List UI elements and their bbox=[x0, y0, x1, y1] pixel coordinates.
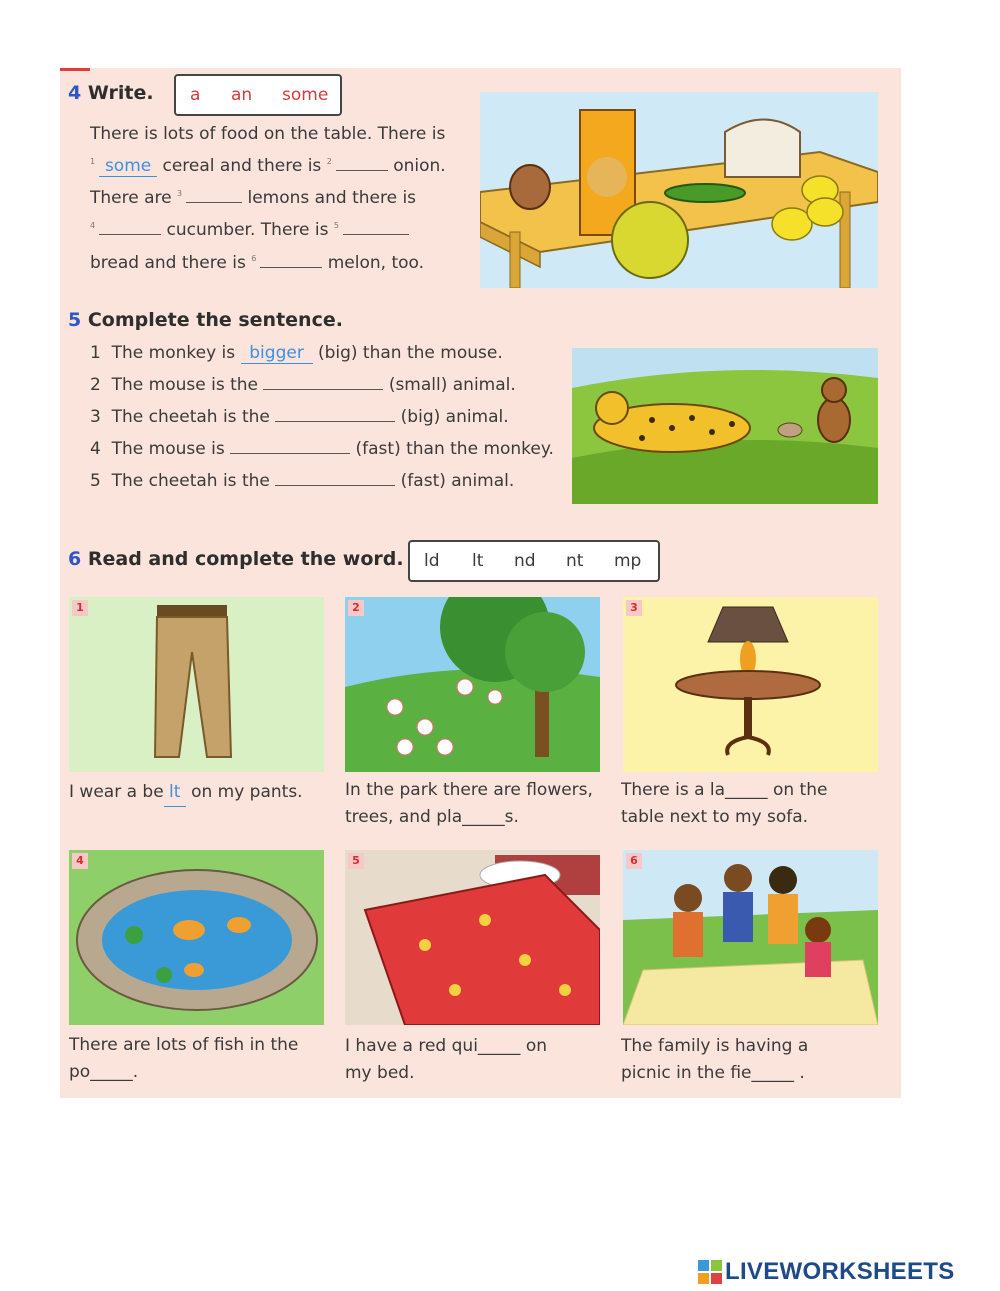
liveworksheets-logo bbox=[698, 1258, 955, 1286]
s5-blank-2[interactable] bbox=[263, 375, 383, 390]
food-table-illustration bbox=[480, 92, 878, 288]
animals-illustration bbox=[572, 348, 878, 504]
card1-caption: I wear a be lt on my pants. bbox=[69, 779, 303, 807]
section5-title: Complete the sentence. bbox=[87, 309, 343, 331]
s5-blank-5[interactable] bbox=[275, 471, 395, 486]
section4-heading bbox=[68, 82, 154, 104]
s4-blank-3[interactable] bbox=[186, 188, 242, 203]
food-table-svg bbox=[480, 92, 878, 288]
lamp-icon bbox=[623, 597, 878, 772]
card1-answer[interactable]: lt bbox=[164, 779, 186, 807]
section6-word-box bbox=[408, 540, 660, 582]
s5-item-4: 4 The mouse is (fast) than the monkey. bbox=[90, 439, 554, 459]
s4-blank-6[interactable] bbox=[260, 253, 322, 268]
card2-caption: In the park there are flowers, trees, and pla_____s. bbox=[345, 780, 593, 827]
s4-line-5: bread and there is $^6$ melon, too. bbox=[90, 253, 425, 273]
brand-name: LIVEWORKSHEETS bbox=[725, 1258, 955, 1285]
picture-lamp: 3 bbox=[623, 597, 878, 772]
word-some: some bbox=[282, 85, 329, 105]
picnic-icon bbox=[623, 850, 878, 1025]
s4-blank-4[interactable] bbox=[99, 220, 161, 235]
word-ld: ld bbox=[424, 551, 440, 571]
section4-title: Write. bbox=[87, 82, 154, 104]
s4-line-3: There are $^3$ lemons and there is bbox=[90, 188, 417, 208]
animals-svg bbox=[572, 348, 878, 504]
quilt-icon bbox=[345, 850, 600, 1025]
section4-number: 4 bbox=[68, 82, 82, 104]
section5-number: 5 bbox=[68, 309, 82, 331]
card5-caption: I have a red qui_____ on my bed. bbox=[345, 1036, 547, 1083]
card6-caption: The family is having a picnic in the fie_____ . bbox=[621, 1036, 809, 1083]
picture-park: 2 bbox=[345, 597, 600, 772]
s4-blank-2[interactable] bbox=[336, 156, 388, 171]
park-icon bbox=[345, 597, 600, 772]
pants-icon bbox=[69, 597, 324, 772]
s5-answer-1[interactable]: bigger bbox=[241, 343, 313, 364]
s4-line-2: $^1$ some cereal and there is $^2$ onion. bbox=[90, 156, 446, 176]
pond-icon bbox=[69, 850, 324, 1025]
picture-quilt: 5 bbox=[345, 850, 600, 1025]
word-mp: mp bbox=[614, 551, 642, 571]
picture-pants: 1 bbox=[69, 597, 324, 772]
section5-heading bbox=[68, 309, 343, 331]
section6-title: Read and complete the word. bbox=[87, 548, 404, 570]
card4-caption: There are lots of fish in the po_____. bbox=[69, 1035, 299, 1082]
word-nt: nt bbox=[566, 551, 584, 571]
s5-blank-4[interactable] bbox=[230, 439, 350, 454]
word-a: a bbox=[190, 85, 201, 105]
s4-answer-1[interactable]: some bbox=[99, 156, 157, 177]
logo-grid-icon bbox=[698, 1260, 722, 1284]
s4-line-1: There is lots of food on the table. There is bbox=[90, 124, 446, 144]
s4-line-4: $^4$ cucumber. There is $^5$ bbox=[90, 220, 409, 240]
picture-pond: 4 bbox=[69, 850, 324, 1025]
section6-number: 6 bbox=[68, 548, 82, 570]
card3-caption: There is a la_____ on the table next to my sofa. bbox=[621, 780, 828, 827]
section4-word-box bbox=[174, 74, 342, 116]
s5-item-3: 3 The cheetah is the (big) animal. bbox=[90, 407, 509, 427]
word-lt: lt bbox=[472, 551, 484, 571]
s4-blank-5[interactable] bbox=[343, 220, 409, 235]
top-accent-bar bbox=[60, 68, 90, 71]
s5-item-2: 2 The mouse is the (small) animal. bbox=[90, 375, 516, 395]
word-nd: nd bbox=[514, 551, 536, 571]
section6-heading bbox=[68, 548, 404, 570]
word-an: an bbox=[231, 85, 253, 105]
s5-item-1: 1 The monkey is bigger (big) than the mouse. bbox=[90, 343, 503, 363]
picture-picnic: 6 bbox=[623, 850, 878, 1025]
s5-item-5: 5 The cheetah is the (fast) animal. bbox=[90, 471, 515, 491]
s5-blank-3[interactable] bbox=[275, 407, 395, 422]
